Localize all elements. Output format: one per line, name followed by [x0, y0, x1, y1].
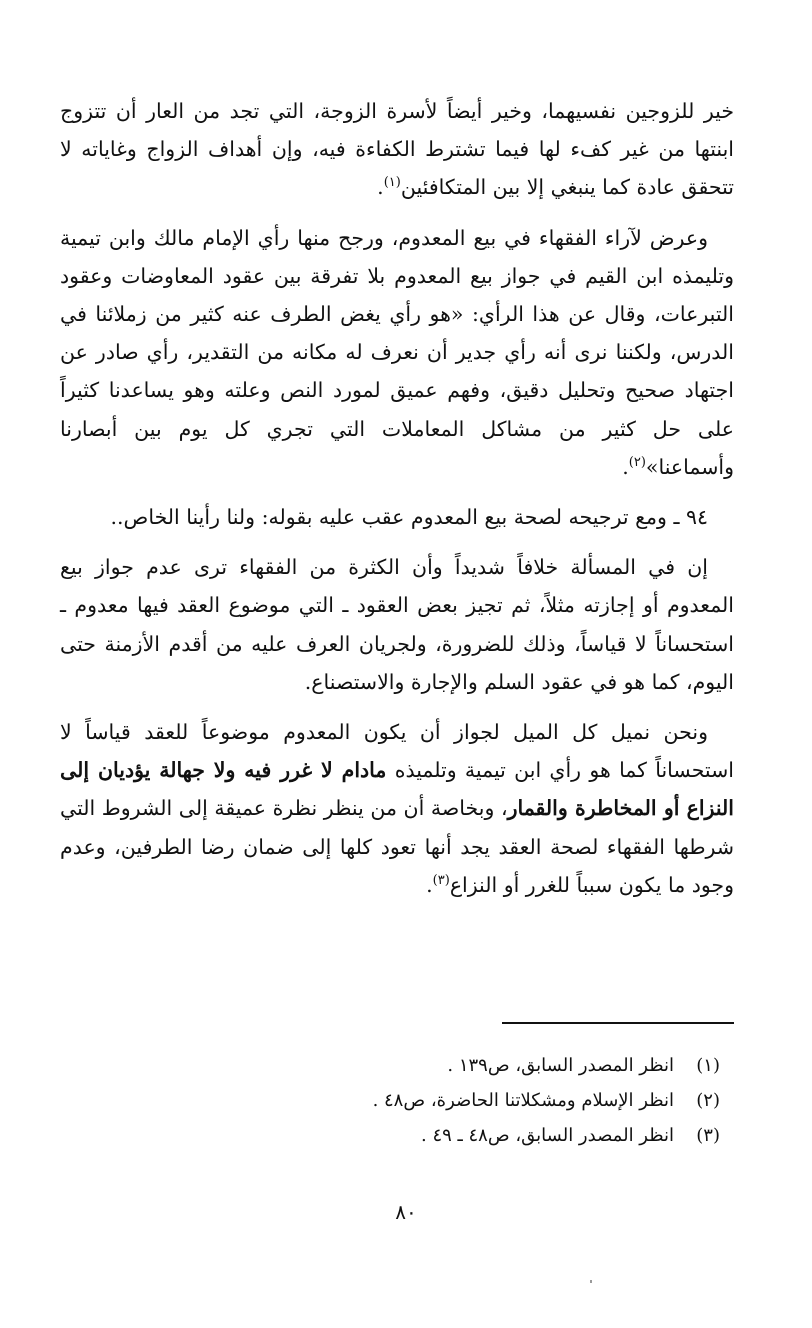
footnote-divider — [502, 1022, 734, 1024]
text-run: . — [426, 872, 433, 897]
footnote-item — [300, 1048, 720, 1083]
footnote-number: (١) — [696, 1055, 720, 1076]
footnote-number: (٢) — [696, 1090, 720, 1111]
bold-text-run: مادام لا غرر فيه ولا جهالة يؤديان إلى النزاع أو المخاطرة والقمار — [60, 758, 734, 821]
text-run: ٩٤ ـ ومع ترجيحه لصحة بيع المعدوم عقب عليه بقوله: ولنا رأينا الخاص.. — [110, 505, 708, 530]
footnote-item — [300, 1118, 720, 1153]
text-run: خير للزوجين نفسيهما، وخير أيضاً لأسرة الزوجة، التي تجد من العار أن تتزوج ابنتها من غير كفء لها فيما تشترط الكفاءة فيه، وإن أهداف الزواج وغاياته لا تتحقق عادة كما ينبغي إلا بين المتكافئين — [60, 99, 734, 200]
text-run: . — [377, 175, 384, 200]
page-number: ٨٠ — [395, 1200, 417, 1224]
footnote-ref-3[interactable]: (٣) — [432, 873, 450, 889]
main-text — [60, 92, 734, 904]
paragraph — [60, 219, 734, 486]
paragraph — [60, 713, 734, 904]
footnotes — [300, 1048, 720, 1153]
footnote-text: انظر المصدر السابق، ص١٣٩ . — [447, 1055, 674, 1076]
footnote-text: انظر المصدر السابق، ص٤٨ ـ ٤٩ . — [421, 1125, 674, 1146]
text-run: ونحن نميل كل الميل لجواز أن يكون المعدوم موضوعاً للعقد قياساً لا استحساناً كما هو رأي ابن تيمية وتلميذه — [60, 720, 734, 783]
paragraph — [60, 92, 734, 207]
text-run: وعرض لآراء الفقهاء في بيع المعدوم، ورجح منها رأي الإمام مالك وابن تيمية وتليمذه ابن القيم في جواز بيع المعدوم بلا تفرقة بين عقود المعاوضات وعقود التبرعات، وقال عن هذا الرأي: «هو رأي يغض الطرف عنه كثير من زملائنا في الدرس، ولكننا نرى أنه رأي جدير أن نعرف له مكانه من التقدير، رأي صادر عن اجتهاد صحيح وتحليل دقيق، وفهم عميق لمورد النص وعلته وهو يساعدنا كثيراً على حل كثير من مشاكل المعاملات التي تجري كل يوم بين أبصارنا وأسماعنا» — [60, 225, 734, 479]
paragraph — [60, 498, 734, 536]
footnote-text: انظر الإسلام ومشكلاتنا الحاضرة، ص٤٨ . — [372, 1090, 674, 1111]
scan-speck — [590, 1280, 592, 1283]
footnote-number: (٣) — [696, 1125, 720, 1146]
text-run: ، وبخاصة أن من ينظر نظرة عميقة إلى الشروط التي شرطها الفقهاء لصحة العقد يجد أنها تعود كلها إلى ضمان رضا الطرفين، وعدم وجود ما يكون سبباً للغرر أو النزاع — [60, 796, 734, 897]
text-run: . — [622, 454, 629, 479]
text-run: إن في المسألة خلافاً شديداً وأن الكثرة من الفقهاء ترى عدم جواز بيع المعدوم أو إجازته مثلاً، ثم تجيز بعض العقود ـ التي موضوع العقد فيها معدوم ـ استحساناً لا قياساً، وذلك للضرورة، ولجريان العرف عليه من أقدم الأزمنة حتى اليوم، كما هو في عقود السلم والإجارة والاستصناع. — [60, 555, 734, 694]
footnote-item — [300, 1083, 720, 1118]
footnote-ref-2[interactable]: (٢) — [628, 455, 646, 470]
footnote-ref-1[interactable]: (١) — [383, 175, 401, 191]
paragraph — [60, 548, 734, 701]
